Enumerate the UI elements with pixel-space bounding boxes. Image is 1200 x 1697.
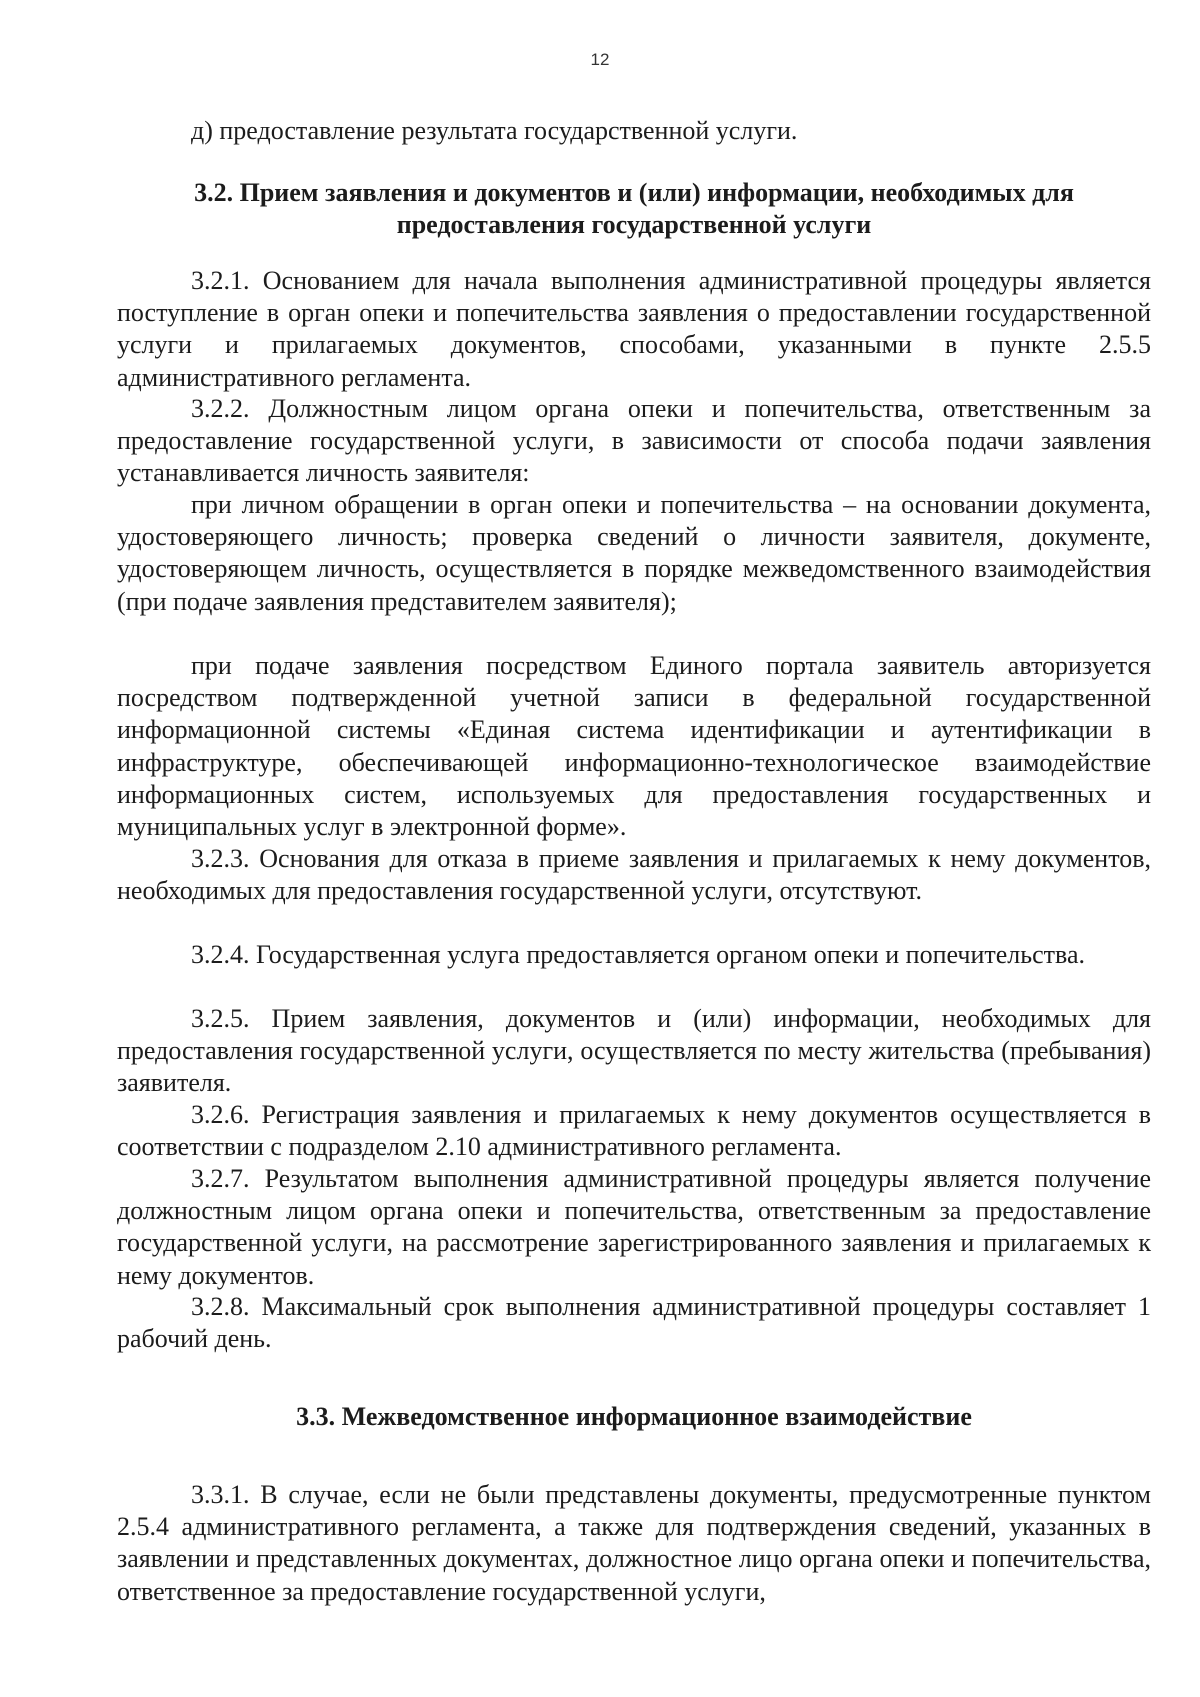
- paragraph-personal-appeal: при личном обращении в орган опеки и попечительства – на основании документа, удостоверяющего личность; проверка сведений о личности заявителя, документе, удостоверяющем личность, осуществляется в порядке межведомственного взаимодействия (при подаче заявления представителем заявителя);: [117, 490, 1151, 616]
- paragraph-3-2-1: 3.2.1. Основанием для начала выполнения административной процедуры является поступление в орган опеки и попечительства заявления о предоставлении государственной услуги и прилагаемых документов, способами, указанными в пункте 2.5.5 административного регламента.: [117, 266, 1151, 392]
- page-number: 12: [590, 50, 610, 69]
- paragraph-3-2-7: 3.2.7. Результатом выполнения административной процедуры является получение должностным лицом органа опеки и попечительства, ответственным за предоставление государственной услуги, на рассмотрение зарегистрированного заявления и прилагаемых к нему документов.: [117, 1164, 1151, 1290]
- paragraph-3-2-8: 3.2.8. Максимальный срок выполнения административной процедуры составляет 1 рабочий день.: [117, 1292, 1151, 1354]
- paragraph-3-2-3: 3.2.3. Основания для отказа в приеме заявления и прилагаемых к нему документов, необходимых для предоставления государственной услуги, отсутствуют.: [117, 844, 1151, 906]
- paragraph-portal-submission: при подаче заявления посредством Единого портала заявитель авторизуется посредством подтвержденной учетной записи в федеральной государственной информационной системы «Единая система идентификации и аутентификации в инфраструктуре, обеспечивающей информационно-технологическое взаимодействие информационных систем, используемых для предоставления государственных и муниципальных услуг в электронной форме».: [117, 651, 1151, 842]
- intro-item: д) предоставление результата государственной услуги.: [191, 116, 798, 145]
- paragraph-3-3-1: 3.3.1. В случае, если не были представлены документы, предусмотренные пунктом 2.5.4 административного регламента, а также для подтверждения сведений, указанных в заявлении и представленных документах, должностное лицо органа опеки и попечительства, ответственное за предоставление государственной услуги,: [117, 1480, 1151, 1606]
- paragraph-3-2-5: 3.2.5. Прием заявления, документов и (или) информации, необходимых для предоставления государственной услуги, осуществляется по месту жительства (пребывания) заявителя.: [117, 1004, 1151, 1098]
- paragraph-3-2-4: 3.2.4. Государственная услуга предоставляется органом опеки и попечительства.: [191, 940, 1085, 969]
- section-3-2-heading: 3.2. Прием заявления и документов и (или) информации, необходимых для предоставления государственной услуги: [194, 178, 1074, 239]
- paragraph-3-2-2: 3.2.2. Должностным лицом органа опеки и попечительства, ответственным за предоставление государственной услуги, в зависимости от способа подачи заявления устанавливается личность заявителя:: [117, 394, 1151, 488]
- section-3-3-heading: 3.3. Межведомственное информационное взаимодействие: [296, 1402, 972, 1431]
- paragraph-3-2-6: 3.2.6. Регистрация заявления и прилагаемых к нему документов осуществляется в соответствии с подразделом 2.10 административного регламента.: [117, 1100, 1151, 1162]
